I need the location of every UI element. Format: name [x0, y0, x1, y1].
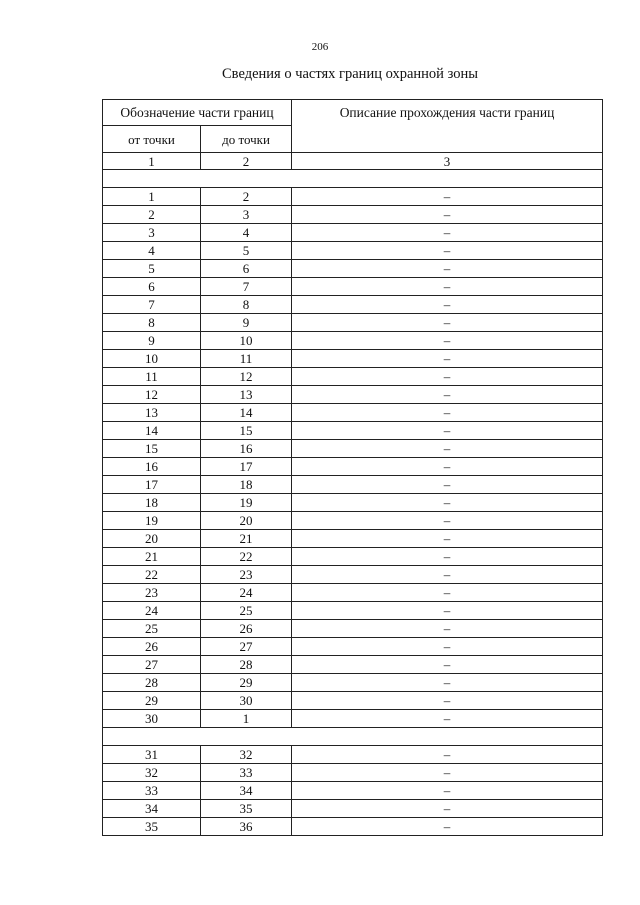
- description-cell: –: [292, 476, 603, 494]
- description-cell: –: [292, 260, 603, 278]
- boundary-parts-table: [102, 99, 603, 836]
- column-number: 3: [292, 153, 603, 170]
- from-point-cell: 26: [103, 638, 201, 656]
- table-row: [103, 386, 603, 404]
- to-point-cell: 10: [201, 332, 292, 350]
- to-point-cell: 17: [201, 458, 292, 476]
- table-row: [103, 206, 603, 224]
- from-point-cell: 29: [103, 692, 201, 710]
- description-cell: –: [292, 278, 603, 296]
- from-point-cell: 11: [103, 368, 201, 386]
- from-point-cell: 20: [103, 530, 201, 548]
- description-cell: –: [292, 746, 603, 764]
- table-row: [103, 494, 603, 512]
- to-point-cell: 18: [201, 476, 292, 494]
- from-point-cell: 30: [103, 710, 201, 728]
- to-point-cell: 15: [201, 422, 292, 440]
- table-row: [103, 278, 603, 296]
- from-point-cell: 25: [103, 620, 201, 638]
- from-point-cell: 1: [103, 188, 201, 206]
- description-cell: –: [292, 422, 603, 440]
- description-cell: –: [292, 242, 603, 260]
- table-row: [103, 602, 603, 620]
- to-point-cell: 24: [201, 584, 292, 602]
- description-cell: –: [292, 710, 603, 728]
- to-point-cell: 26: [201, 620, 292, 638]
- header-description: Описание прохождения части границ: [292, 100, 603, 153]
- table-row: [103, 818, 603, 836]
- description-cell: –: [292, 494, 603, 512]
- to-point-cell: 23: [201, 566, 292, 584]
- description-cell: –: [292, 584, 603, 602]
- table-row: [103, 674, 603, 692]
- to-point-cell: 6: [201, 260, 292, 278]
- table-row: [103, 368, 603, 386]
- to-point-cell: 16: [201, 440, 292, 458]
- table-row: [103, 782, 603, 800]
- header-boundary-designation: Обозначение части границ: [103, 100, 292, 126]
- to-point-cell: 8: [201, 296, 292, 314]
- table-row: [103, 710, 603, 728]
- from-point-cell: 19: [103, 512, 201, 530]
- table-row: [103, 620, 603, 638]
- from-point-cell: 8: [103, 314, 201, 332]
- description-cell: –: [292, 566, 603, 584]
- description-cell: –: [292, 332, 603, 350]
- table-row: [103, 566, 603, 584]
- table-row: [103, 242, 603, 260]
- to-point-cell: 1: [201, 710, 292, 728]
- from-point-cell: 15: [103, 440, 201, 458]
- section-separator-row: [103, 728, 603, 746]
- table-row: [103, 224, 603, 242]
- column-number: 2: [201, 153, 292, 170]
- to-point-cell: 34: [201, 782, 292, 800]
- column-numbering-row: [103, 153, 603, 170]
- description-cell: –: [292, 764, 603, 782]
- column-number: 1: [103, 153, 201, 170]
- from-point-cell: 5: [103, 260, 201, 278]
- from-point-cell: 35: [103, 818, 201, 836]
- description-cell: –: [292, 638, 603, 656]
- to-point-cell: 36: [201, 818, 292, 836]
- to-point-cell: 33: [201, 764, 292, 782]
- description-cell: –: [292, 620, 603, 638]
- to-point-cell: 11: [201, 350, 292, 368]
- description-cell: –: [292, 350, 603, 368]
- to-point-cell: 19: [201, 494, 292, 512]
- to-point-cell: 5: [201, 242, 292, 260]
- table-row: [103, 512, 603, 530]
- from-point-cell: 14: [103, 422, 201, 440]
- table-row: [103, 530, 603, 548]
- table-row: [103, 350, 603, 368]
- page-number: 206: [311, 41, 329, 53]
- to-point-cell: 9: [201, 314, 292, 332]
- to-point-cell: 13: [201, 386, 292, 404]
- table-row: [103, 800, 603, 818]
- to-point-cell: 12: [201, 368, 292, 386]
- table-row: [103, 656, 603, 674]
- table-row: [103, 260, 603, 278]
- from-point-cell: 9: [103, 332, 201, 350]
- from-point-cell: 18: [103, 494, 201, 512]
- to-point-cell: 2: [201, 188, 292, 206]
- to-point-cell: 14: [201, 404, 292, 422]
- description-cell: –: [292, 674, 603, 692]
- from-point-cell: 12: [103, 386, 201, 404]
- description-cell: –: [292, 692, 603, 710]
- from-point-cell: 33: [103, 782, 201, 800]
- header-to-point: до точки: [201, 126, 292, 153]
- from-point-cell: 16: [103, 458, 201, 476]
- table-body: [103, 153, 603, 836]
- to-point-cell: 32: [201, 746, 292, 764]
- description-cell: –: [292, 386, 603, 404]
- description-cell: –: [292, 656, 603, 674]
- table-row: [103, 638, 603, 656]
- section-separator-cell: [103, 728, 603, 746]
- from-point-cell: 17: [103, 476, 201, 494]
- from-point-cell: 21: [103, 548, 201, 566]
- description-cell: –: [292, 548, 603, 566]
- description-cell: –: [292, 782, 603, 800]
- from-point-cell: 10: [103, 350, 201, 368]
- table-row: [103, 332, 603, 350]
- to-point-cell: 30: [201, 692, 292, 710]
- from-point-cell: 2: [103, 206, 201, 224]
- to-point-cell: 4: [201, 224, 292, 242]
- from-point-cell: 3: [103, 224, 201, 242]
- from-point-cell: 34: [103, 800, 201, 818]
- table-row: [103, 440, 603, 458]
- description-cell: –: [292, 458, 603, 476]
- table-row: [103, 476, 603, 494]
- to-point-cell: 25: [201, 602, 292, 620]
- to-point-cell: 3: [201, 206, 292, 224]
- from-point-cell: 32: [103, 764, 201, 782]
- description-cell: –: [292, 800, 603, 818]
- table-row: [103, 584, 603, 602]
- to-point-cell: 27: [201, 638, 292, 656]
- from-point-cell: 28: [103, 674, 201, 692]
- to-point-cell: 22: [201, 548, 292, 566]
- from-point-cell: 4: [103, 242, 201, 260]
- from-point-cell: 6: [103, 278, 201, 296]
- description-cell: –: [292, 404, 603, 422]
- from-point-cell: 7: [103, 296, 201, 314]
- table-row: [103, 404, 603, 422]
- from-point-cell: 22: [103, 566, 201, 584]
- to-point-cell: 29: [201, 674, 292, 692]
- from-point-cell: 23: [103, 584, 201, 602]
- to-point-cell: 21: [201, 530, 292, 548]
- to-point-cell: 20: [201, 512, 292, 530]
- description-cell: –: [292, 188, 603, 206]
- table-row: [103, 746, 603, 764]
- table-row: [103, 188, 603, 206]
- section-separator-row: [103, 170, 603, 188]
- table-row: [103, 764, 603, 782]
- table-row: [103, 296, 603, 314]
- to-point-cell: 28: [201, 656, 292, 674]
- from-point-cell: 13: [103, 404, 201, 422]
- description-cell: –: [292, 512, 603, 530]
- description-cell: –: [292, 368, 603, 386]
- description-cell: –: [292, 224, 603, 242]
- description-cell: –: [292, 314, 603, 332]
- description-cell: –: [292, 440, 603, 458]
- description-cell: –: [292, 296, 603, 314]
- table-row: [103, 422, 603, 440]
- header-from-point: от точки: [103, 126, 201, 153]
- section-separator-cell: [103, 170, 603, 188]
- document-title: Сведения о частях границ охранной зоны: [222, 66, 478, 82]
- description-cell: –: [292, 602, 603, 620]
- table-header: [103, 100, 603, 153]
- to-point-cell: 35: [201, 800, 292, 818]
- description-cell: –: [292, 818, 603, 836]
- from-point-cell: 24: [103, 602, 201, 620]
- table-row: [103, 458, 603, 476]
- table-row: [103, 692, 603, 710]
- table-row: [103, 314, 603, 332]
- to-point-cell: 7: [201, 278, 292, 296]
- table-row: [103, 548, 603, 566]
- description-cell: –: [292, 206, 603, 224]
- description-cell: –: [292, 530, 603, 548]
- from-point-cell: 27: [103, 656, 201, 674]
- from-point-cell: 31: [103, 746, 201, 764]
